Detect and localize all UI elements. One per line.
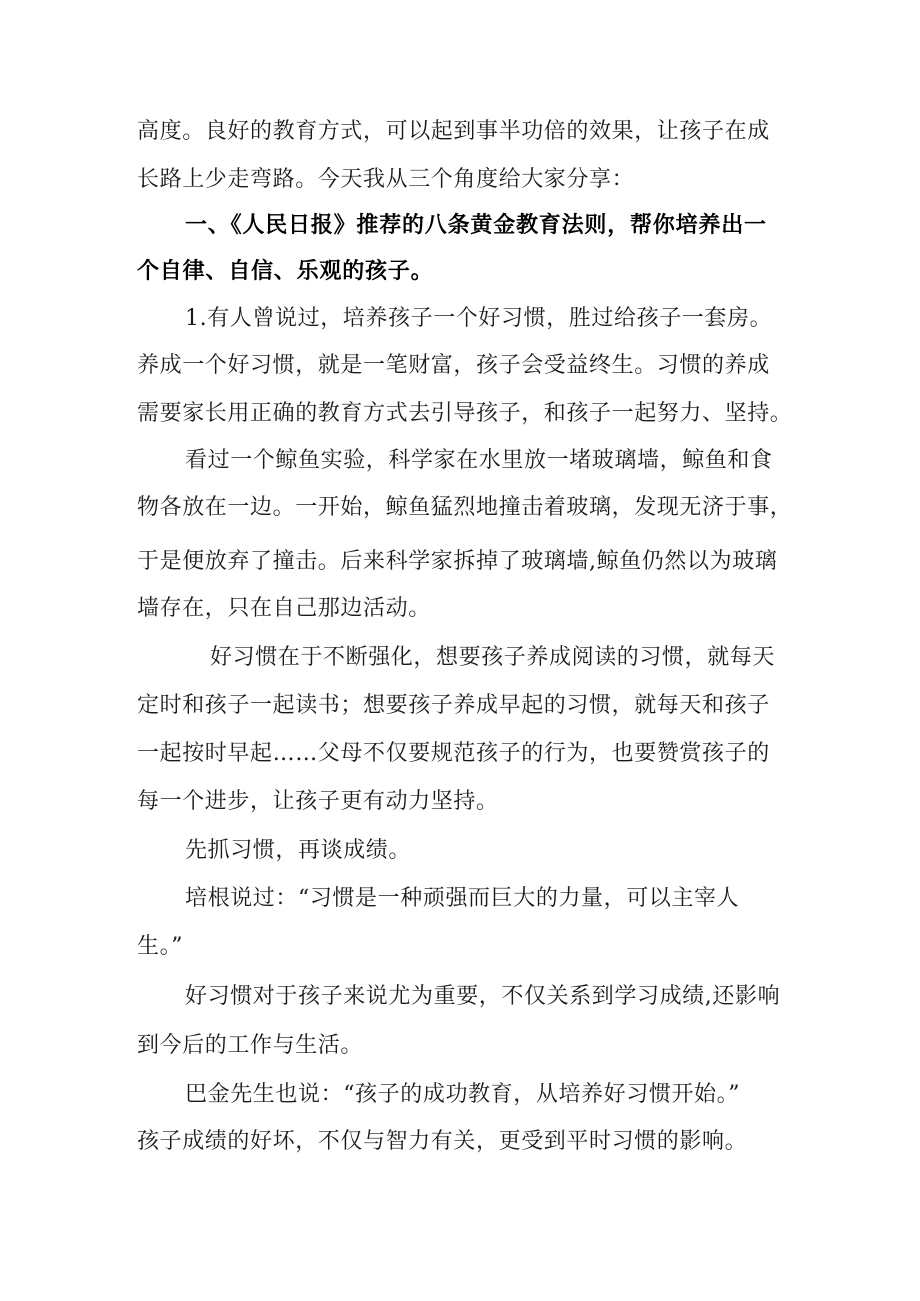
text-line: 好习惯对于孩子来说尤为重要，不仅关系到学习成绩,还影响 [185, 984, 781, 1009]
text-line: 看过一个鲸鱼实验，科学家在水里放一堵玻璃墙，鲸鱼和食 [185, 448, 773, 473]
text-line: 物各放在一边。一开始，鲸鱼猛烈地撞击着玻璃，发现无济于事， [137, 495, 793, 520]
text-line: 墙存在，只在自己那边活动。 [137, 596, 431, 621]
text-line: 需要家长用正确的教育方式去引导孩子，和孩子一起努力、坚持。 [137, 401, 793, 426]
text-line: 先抓习惯，再谈成绩。 [185, 838, 412, 863]
text-line: 于是便放弃了撞击。后来科学家拆掉了玻璃墙,鲸鱼仍然以为玻璃 [137, 549, 778, 574]
text-line: 养成一个好习惯，就是一笔财富，孩子会受益终生。习惯的养成 [137, 353, 770, 378]
text-line: 孩子成绩的好坏，不仅与智力有关，更受到平时习惯的影响。 [137, 1129, 748, 1154]
text-line: 一起按时早起……父母不仅要规范孩子的行为，也要赞赏孩子的 [137, 741, 770, 766]
text-line: 1.有人曾说过，培养孩子一个好习惯，胜过给孩子一套房。 [185, 306, 773, 331]
text-line: 生。” [137, 934, 184, 959]
text-line: 到今后的工作与生活。 [137, 1033, 364, 1058]
text-line: 好习惯在于不断强化，想要孩子养成阅读的习惯，就每天 [210, 645, 776, 670]
text-line: 高度。良好的教育方式，可以起到事半功倍的效果，让孩子在成 [137, 119, 770, 144]
text-line: 每一个进步，让孩子更有动力坚持。 [137, 789, 499, 814]
text-line: 培根说过：“习惯是一种顽强而巨大的力量，可以主宰人 [185, 886, 740, 911]
text-line: 定时和孩子一起读书；想要孩子养成早起的习惯，就每天和孩子 [137, 693, 770, 718]
text-line: 巴金先生也说：“孩子的成功教育，从培养好习惯开始。” [185, 1082, 741, 1107]
text-line: 长路上少走弯路。今天我从三个角度给大家分享： [137, 167, 635, 192]
section-heading: 一、《人民日报》推荐的八条黄金教育法则，帮你培养出一 [185, 213, 767, 238]
section-heading: 个自律、自信、乐观的孩子。 [137, 259, 434, 284]
